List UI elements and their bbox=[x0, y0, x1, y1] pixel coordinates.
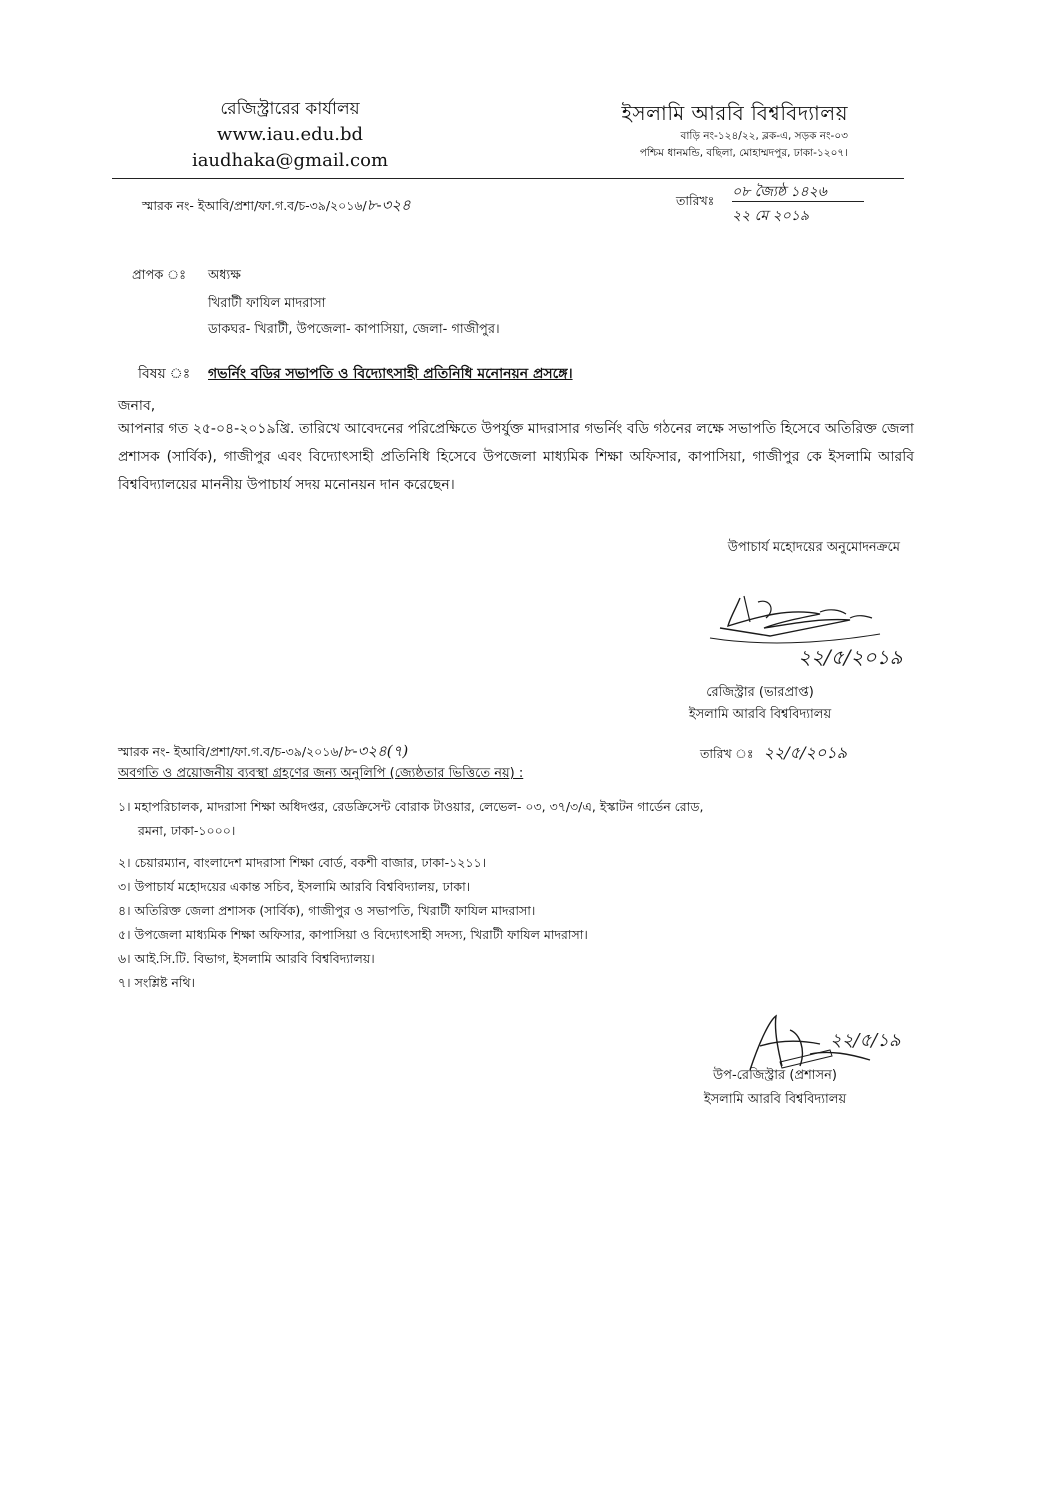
university-block bbox=[548, 98, 848, 162]
deputy-registrar-org: ইসলামি আরবি বিশ্ববিদ্যালয় bbox=[703, 1092, 847, 1107]
date-bangla: ০৮ জ্যৈষ্ঠ ১৪২৬ bbox=[732, 184, 827, 200]
office-name: রেজিস্ট্রারের কার্যালয় bbox=[220, 99, 360, 119]
copy-heading-text: অবগতি ও প্রয়োজনীয় ব্যবস্থা গ্রহণের জন্য অনুলিপি bbox=[118, 766, 386, 781]
signature-1-graphic bbox=[700, 588, 930, 678]
list-item: ৪। অতিরিক্ত জেলা প্রশাসক (সার্বিক), গাজীপুর ও সভাপতি, খিরাটী ফাযিল মাদরাসা। bbox=[118, 903, 536, 918]
registrar-title: রেজিস্ট্রার (ভারপ্রাপ্ত) bbox=[706, 685, 814, 700]
copy-memo-number bbox=[118, 740, 408, 765]
header-divider bbox=[112, 178, 904, 179]
memo-number-label: স্মারক নং- ইআবি/প্রশা/ফা.গ.ব/চ-৩৯/২০১৬/ bbox=[142, 198, 367, 213]
copy-memo-handwritten: ৮-৩২৪(৭) bbox=[342, 742, 409, 760]
office-block bbox=[150, 96, 430, 174]
address-line-1: বাড়ি নং-১২৪/২২, ব্লক-এ, সড়ক নং-০৩ bbox=[680, 130, 848, 142]
signature-1-date: ২২/৫/২০১৯ bbox=[798, 645, 903, 669]
registrar-org: ইসলামি আরবি বিশ্ববিদ্যালয় bbox=[688, 707, 832, 722]
recipient-label: প্রাপক ঃ bbox=[132, 268, 187, 283]
recipient-line-3: ডাকঘর- খিরাটী, উপজেলা- কাপাসিয়া, জেলা- গাজীপুর। bbox=[208, 322, 500, 337]
copy-date-label: তারিখ ঃ bbox=[700, 746, 754, 761]
recipient-line-2: খিরাটী ফাযিল মাদরাসা bbox=[208, 296, 326, 311]
date-label: তারিখঃ bbox=[676, 193, 715, 208]
memo-number bbox=[142, 194, 411, 219]
subject-text: গভর্নিং বডির সভাপতি ও বিদ্যোৎসাহী প্রতিনিধি মনোনয়ন প্রসঙ্গে। bbox=[208, 366, 573, 382]
copy-heading bbox=[118, 764, 523, 785]
salutation: জনাব, bbox=[118, 398, 156, 414]
list-item: ১। মহাপরিচালক, মাদরাসা শিক্ষা অধিদপ্তর, রেডক্রিসেন্ট বোরাক টাওয়ার, লেভেল- ০৩, ৩৭/৩/এ, ইস্কাটন গার্ডেন রোড, bbox=[118, 799, 704, 814]
copy-memo-label: স্মারক নং- ইআবি/প্রশা/ফা.গ.ব/চ-৩৯/২০১৬/ bbox=[118, 744, 343, 759]
copy-heading-note: (জ্যেষ্ঠতার ভিত্তিতে নয়) : bbox=[389, 766, 524, 781]
subject-label: বিষয় ঃ bbox=[138, 366, 191, 382]
list-item: ৫। উপজেলা মাধ্যমিক শিক্ষা অফিসার, কাপাসিয়া ও বিদ্যোৎসাহী সদস্য, খিরাটী ফাযিল মাদরাসা। bbox=[118, 927, 588, 942]
date-block bbox=[676, 180, 876, 224]
date-fraction-line bbox=[732, 201, 864, 202]
list-item: ২। চেয়ারম্যান, বাংলাদেশ মাদরাসা শিক্ষা বোর্ড, বকশী বাজার, ঢাকা-১২১১। bbox=[118, 855, 487, 870]
registrar-block bbox=[640, 682, 880, 726]
list-item: ৭। সংশ্লিষ্ট নথি। bbox=[118, 975, 196, 990]
copy-date-handwritten: ২২/৫/২০১৯ bbox=[763, 743, 848, 762]
copy-list bbox=[118, 796, 918, 996]
list-item: রমনা, ঢাকা-১০০০। bbox=[138, 823, 236, 838]
address-line-2: পশ্চিম ধানমন্ডি, বছিলা, মোহাম্মদপুর, ঢাকা-১২০৭। bbox=[639, 147, 848, 159]
body-paragraph: আপনার গত ২৫-০৪-২০১৯খ্রি. তারিখে আবেদনের পরিপ্রেক্ষিতে উপর্যুক্ত মাদরাসার গভর্নিং বডি গঠনের লক্ষে সভাপতি হিসেবে অতিরিক্ত জেলা প্রশাসক (সার্বিক), গাজীপুর এবং বিদ্যোৎসাহী প্রতিনিধি হিসেবে উপজেলা মাধ্যমিক শিক্ষা অফিসার, কাপাসিয়া, গাজীপুর কে ইসলামি আরবি বিশ্ববিদ্যালয়ের মাননীয় উপাচার্য সদয় মনোনয়ন দান করেছেন। bbox=[118, 421, 914, 493]
website-text: www.iau.edu.bd bbox=[216, 124, 364, 145]
deputy-registrar-block bbox=[660, 1064, 890, 1112]
date-english: ২২ মে ২০১৯ bbox=[732, 208, 809, 224]
registrar-signature bbox=[700, 588, 930, 678]
deputy-registrar-title: উপ-রেজিস্ট্রার (প্রশাসন) bbox=[713, 1068, 837, 1083]
subject-line bbox=[138, 362, 573, 386]
signature-2-date: ২২/৫/১৯ bbox=[830, 1030, 901, 1051]
list-item: ৬। আই.সি.টি. বিভাগ, ইসলামি আরবি বিশ্ববিদ্যালয়। bbox=[118, 951, 375, 966]
email-text: iaudhaka@gmail.com bbox=[191, 150, 389, 171]
list-item: ৩। উপাচার্য মহোদয়ের একান্ত সচিব, ইসলামি আরবি বিশ্ববিদ্যালয়, ঢাকা। bbox=[118, 879, 471, 894]
university-name: ইসলামি আরবি বিশ্ববিদ্যালয় bbox=[621, 101, 848, 125]
approval-note: উপাচার্য মহোদয়ের অনুমোদনক্রমে bbox=[727, 540, 900, 555]
memo-handwritten-number: ৮-৩২৪ bbox=[366, 196, 411, 214]
copy-date bbox=[700, 740, 847, 767]
recipient-line-1: অধ্যক্ষ bbox=[208, 268, 241, 283]
